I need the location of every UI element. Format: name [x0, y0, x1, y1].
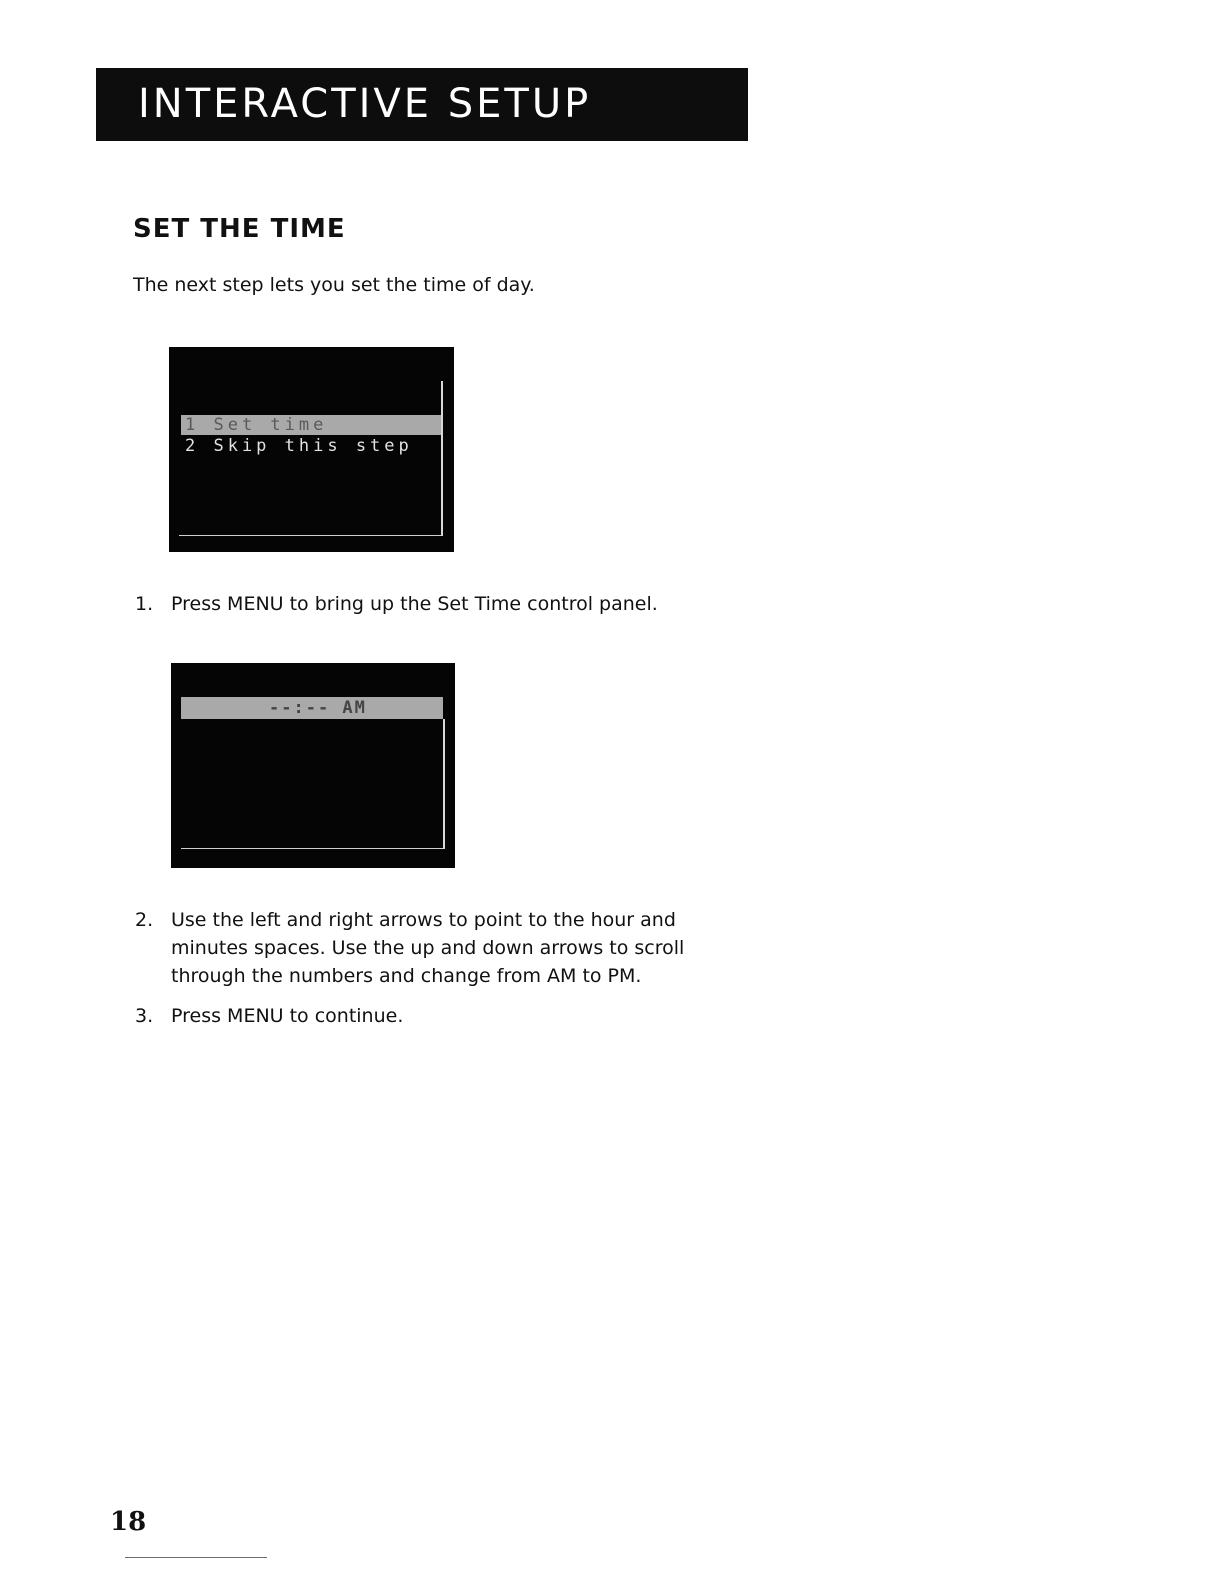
menu-item-set-time[interactable]: 1 Set time: [181, 415, 441, 435]
tv-screen-menu: [169, 347, 454, 552]
step-number: 2.: [135, 909, 154, 931]
section-title: SET THE TIME: [133, 214, 346, 244]
step-number: 3.: [135, 1005, 154, 1027]
footer-rule: [125, 1557, 267, 1558]
step-text-line: minutes spaces. Use the up and down arrows to scroll: [171, 937, 685, 959]
step-text: Press MENU to bring up the Set Time control panel.: [171, 593, 658, 615]
page-number: 18: [110, 1507, 147, 1537]
tv-screen-time: [171, 663, 455, 868]
time-display: --:-- AM: [269, 698, 367, 718]
screen-frame-right: [443, 719, 445, 849]
step-text-line: through the numbers and change from AM to PM.: [171, 965, 642, 987]
menu-item-skip-step[interactable]: 2 Skip this step: [185, 436, 413, 456]
step-text-line: Use the left and right arrows to point to the hour and: [171, 909, 676, 931]
step-number: 1.: [135, 593, 154, 615]
step-text: Press MENU to continue.: [171, 1005, 404, 1027]
screen-frame-bottom: [179, 535, 441, 536]
intro-text: The next step lets you set the time of day.: [133, 274, 535, 296]
time-control-panel[interactable]: [181, 697, 443, 719]
screen-frame-right: [441, 381, 443, 536]
chapter-title: INTERACTIVE SETUP: [138, 81, 592, 127]
screen-frame-bottom: [181, 848, 443, 849]
